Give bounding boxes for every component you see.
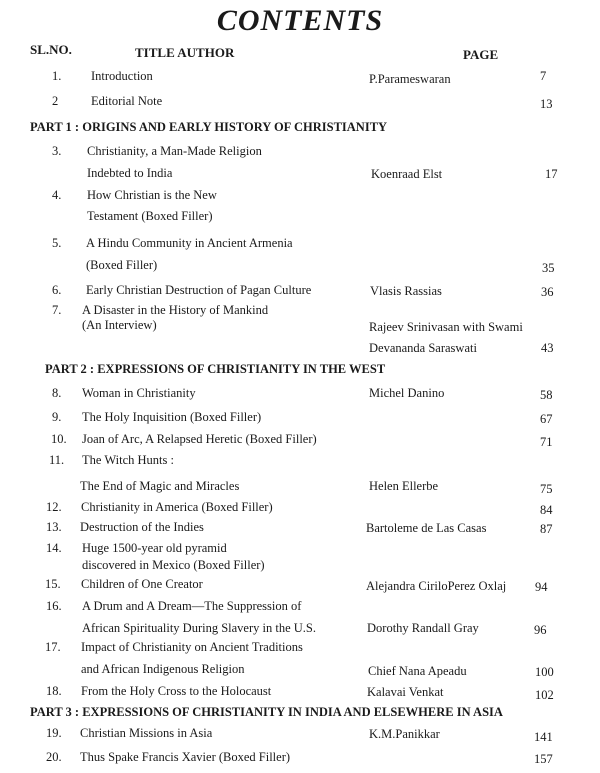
entry-title: Joan of Arc, A Relapsed Heretic (Boxed Filler)	[82, 432, 317, 446]
entry-title-line2: (An Interview)	[82, 318, 157, 332]
entry-number: 1.	[52, 69, 62, 83]
entry-author: P.Parameswaran	[369, 72, 451, 86]
entry-number: 14.	[46, 541, 62, 555]
entry-title: Early Christian Destruction of Pagan Culture	[86, 283, 312, 297]
entry-title: Introduction	[91, 69, 153, 83]
entry-page: 7	[540, 69, 547, 83]
entry-author: Michel Danino	[369, 386, 445, 400]
entry-title-line2: discovered in Mexico (Boxed Filler)	[82, 558, 265, 572]
entry-number: 7.	[52, 303, 62, 317]
entry-title: A Drum and A Dream—The Suppression of	[82, 599, 302, 613]
entry-page: 141	[534, 730, 553, 744]
entry-page: 36	[541, 285, 554, 299]
entry-title-line2: African Spirituality During Slavery in the U.S.	[82, 621, 316, 635]
entry-author: Kalavai Venkat	[367, 685, 444, 699]
entry-title: Impact of Christianity on Ancient Traditions	[81, 640, 303, 654]
entry-page: 17	[545, 167, 558, 181]
entry-title-line2: and African Indigenous Religion	[81, 662, 245, 676]
entry-number: 5.	[52, 236, 62, 250]
entry-title: A Disaster in the History of Mankind	[82, 303, 269, 317]
entry-number: 4.	[52, 188, 62, 202]
entry-author: Koenraad Elst	[371, 167, 443, 181]
entry-number: 3.	[52, 144, 62, 158]
entry-title: A Hindu Community in Ancient Armenia	[86, 236, 293, 250]
entry-author: Bartoleme de Las Casas	[366, 521, 487, 535]
entry-page: 94	[535, 580, 548, 594]
entry-author: K.M.Panikkar	[369, 727, 440, 741]
entry-title-line2: Testament (Boxed Filler)	[87, 209, 213, 223]
entry-page: 84	[540, 503, 553, 517]
entry-number: 15.	[45, 577, 61, 591]
entry-number: 8.	[52, 386, 62, 400]
entry-number: 18.	[46, 684, 62, 698]
entry-title: Destruction of the Indies	[80, 520, 204, 534]
entry-page: 157	[534, 752, 553, 766]
entry-number: 9.	[52, 410, 62, 424]
entry-title: Thus Spake Francis Xavier (Boxed Filler)	[80, 750, 291, 764]
entry-page: 71	[540, 435, 553, 449]
entry-number: 2	[52, 94, 59, 108]
entry-title-line2: The End of Magic and Miracles	[80, 479, 240, 493]
entry-title: Christian Missions in Asia	[80, 726, 213, 740]
entry-title: From the Holy Cross to the Holocaust	[81, 684, 272, 698]
entry-title: Christianity, a Man-Made Religion	[87, 144, 262, 158]
entry-author-line2: Devananda Saraswati	[369, 341, 477, 355]
entry-number: 12.	[46, 500, 62, 514]
entry-author: Helen Ellerbe	[369, 479, 439, 493]
part-heading: PART 1 : ORIGINS AND EARLY HISTORY OF CHRISTIANITY	[30, 120, 388, 134]
entry-page: 96	[534, 623, 547, 637]
entry-number: 11.	[49, 453, 65, 467]
entry-number: 19.	[46, 726, 62, 740]
header-slno: SL.NO.	[30, 42, 72, 57]
header-title-author: TITLE AUTHOR	[135, 45, 235, 60]
entry-page: 75	[540, 482, 553, 496]
entry-page: 87	[540, 522, 553, 536]
entry-title: How Christian is the New	[87, 188, 217, 202]
entry-title: Woman in Christianity	[82, 386, 196, 400]
entry-number: 10.	[51, 432, 67, 446]
entry-title-line2: (Boxed Filler)	[86, 258, 158, 272]
entry-author: Vlasis Rassias	[370, 284, 442, 298]
entry-title: Huge 1500-year old pyramid	[82, 541, 227, 555]
entry-title: Christianity in America (Boxed Filler)	[81, 500, 273, 514]
entry-author: Chief Nana Apeadu	[368, 664, 467, 678]
part-heading: PART 2 : EXPRESSIONS OF CHRISTIANITY IN THE WEST	[45, 362, 386, 376]
part-heading: PART 3 : EXPRESSIONS OF CHRISTIANITY IN INDIA AND ELSEWHERE IN ASIA	[30, 705, 503, 719]
entry-page: 43	[541, 341, 554, 355]
page-title: CONTENTS	[216, 4, 384, 37]
entry-author: Alejandra CiriloPerez Oxlaj	[366, 579, 507, 593]
entry-author: Dorothy Randall Gray	[367, 621, 479, 635]
entry-number: 6.	[52, 283, 62, 297]
entry-page: 102	[535, 688, 554, 702]
entry-number: 17.	[45, 640, 61, 654]
entry-page: 100	[535, 665, 554, 679]
entry-page: 35	[542, 261, 555, 275]
entry-title: Editorial Note	[91, 94, 163, 108]
entry-number: 16.	[46, 599, 62, 613]
entry-page: 58	[540, 388, 553, 402]
entry-number: 13.	[46, 520, 62, 534]
entry-title: The Witch Hunts :	[82, 453, 174, 467]
entry-number: 20.	[46, 750, 62, 764]
entry-title-line2: Indebted to India	[87, 166, 173, 180]
entry-page: 67	[540, 412, 553, 426]
entry-title: The Holy Inquisition (Boxed Filler)	[82, 410, 262, 424]
header-page: PAGE	[463, 47, 499, 62]
entry-title: Children of One Creator	[81, 577, 203, 591]
entry-page: 13	[540, 97, 553, 111]
entry-author: Rajeev Srinivasan with Swami	[369, 320, 523, 334]
